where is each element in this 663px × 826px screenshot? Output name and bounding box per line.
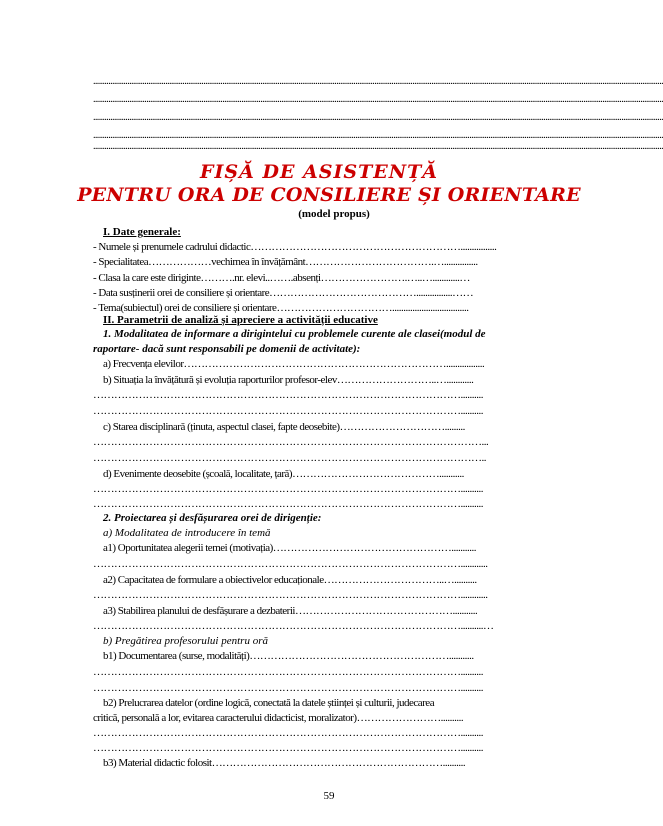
form-line-class: - Clasa la care este diriginte……….nr. elevi..…….absenți…………………….…..…............…: [93, 272, 470, 284]
form-line-discipline: c) Starea disciplinară (ținuta, aspectul clasei, fapte deosebite)………………………….........: [103, 421, 465, 433]
form-line-attendance: a) Frecvența elevilor………………………………………………………………….................: [103, 358, 485, 370]
dotted-line: ............................................................................................................................................................................................................................................................................................................: [93, 94, 663, 105]
dotted-line: ............................................................................................................................................................................................................................................................................................................: [93, 76, 663, 87]
dotted-line: ……………………………………………………………………………………………..........: [93, 498, 483, 510]
form-line-name: - Numele și prenumele cadrului didactic……………………………………………………................: [93, 241, 497, 253]
dotted-line: ............................................................................................................................................................................................................................................................................................................: [93, 112, 663, 123]
model-note: (model propus): [298, 208, 370, 220]
dotted-line: ……………………………………………………………………………………………..........: [93, 483, 483, 495]
form-line-learning: b) Situația la învățătură și evoluția raporturilor profesor-elev………………………..…............: [103, 374, 474, 386]
dotted-line: …………………………………………………………………………………………………...: [93, 436, 489, 448]
form-line-b3: b3) Material didactic folosit…………………………………………………………..........: [103, 757, 466, 769]
form-line-events: d) Evenimente deosebite (școală, localitate, țară)……………………………………...........: [103, 468, 464, 480]
section-heading-general: I. Date generale:: [103, 226, 181, 238]
dotted-line: ............................................................................................................................................................................................................................................................................................................: [93, 130, 663, 141]
form-line-a1: a1) Oportunitatea alegerii temei (motivația)……………………………………………...........: [103, 542, 477, 554]
dotted-line: ……………………………………………………………………………………………..........: [93, 666, 483, 678]
form-line-specialty: - Specialitatea………………vechimea în învățământ……………………………….…...............: [93, 256, 478, 268]
dotted-line: ……………………………………………………………………………………………..........: [93, 727, 483, 739]
section-heading-parameters: II. Parametrii de analiză și apreciere a activității educative: [103, 314, 378, 326]
document-subtitle: PENTRU ORA DE CONSILIERE ȘI ORIENTARE: [77, 184, 581, 206]
dotted-line: ……………………………………………………………………………………………..........: [93, 389, 483, 401]
form-line-date: - Data susținerii orei de consiliere și orientare……………………………………................……: [93, 287, 474, 299]
subsection-heading-2a: a) Modalitatea de introducere în temă: [103, 527, 271, 539]
form-line-topic: - Tema(subiectul) orei de consiliere și orientare……………………………..................................: [93, 302, 469, 314]
document-title: FIȘĂ DE ASISTENȚĂ: [200, 161, 438, 183]
form-line-b2: b2) Prelucrarea datelor (ordine logică, conectată la datele științei și culturii, judecarea: [103, 697, 435, 709]
dotted-line: …………………………………………………………………………………………………..: [93, 452, 486, 464]
form-line-a2: a2) Capacitatea de formulare a obiectivelor educaționale……………………………..…..........: [103, 574, 477, 586]
page-number: 59: [323, 790, 335, 802]
subsection-heading-1-cont: raportare- dacă sunt responsabili pe domenii de activitate):: [93, 343, 361, 355]
subsection-heading-2: 2. Proiectarea și desfășurarea orei de dirigenție:: [103, 512, 322, 524]
dotted-line: ……………………………………………………………………………………………..........: [93, 742, 483, 754]
dotted-line: ……………………………………………………………………………………………..........: [93, 682, 483, 694]
dotted-line: ............................................................................................................................................................................................................................................................................................................: [93, 141, 663, 152]
dotted-line: ……………………………………………………………………………………………..........…: [93, 620, 494, 632]
dotted-line: ……………………………………………………………………………………………............: [93, 589, 488, 601]
subsection-heading-1: 1. Modalitatea de informare a dirigintelui cu problemele curente ale clasei(modul de: [103, 328, 486, 340]
form-line-b2-cont: critică, personală a lor, evitarea caracterului didacticist, moralizator)……………………..........: [93, 712, 464, 724]
dotted-line: ……………………………………………………………………………………………............: [93, 558, 488, 570]
form-line-a3: a3) Stabilirea planului de desfășurare a dezbaterii………………………………………...........: [103, 605, 478, 617]
dotted-line: ……………………………………………………………………………………………..........: [93, 405, 483, 417]
form-line-b1: b1) Documentarea (surse, modalități)…………………………………………………...........: [103, 650, 474, 662]
subsection-heading-2b: b) Pregătirea profesorului pentru oră: [103, 635, 268, 647]
